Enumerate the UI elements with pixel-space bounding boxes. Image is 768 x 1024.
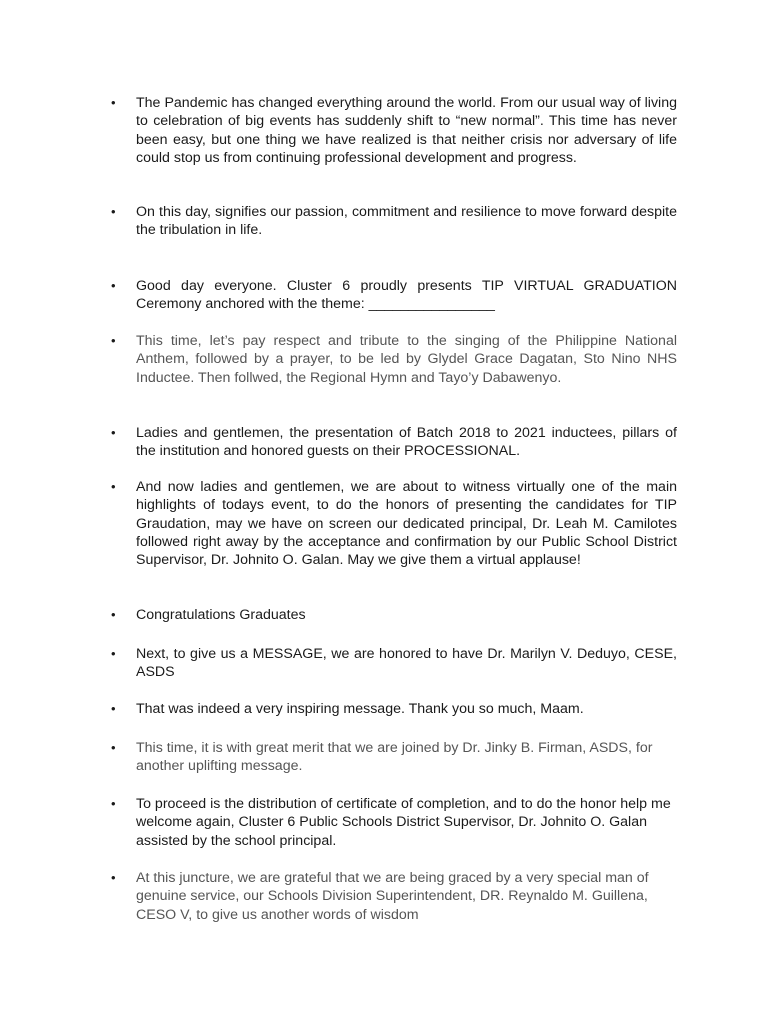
bullet-icon: •	[111, 796, 116, 811]
bullet-icon: •	[111, 425, 116, 440]
paragraph-text: Next, to give us a MESSAGE, we are honored to have Dr. Marilyn V. Deduyo, CESE, ASDS	[136, 646, 677, 681]
list-item	[111, 332, 677, 387]
bullet-icon: •	[111, 740, 116, 755]
bullet-icon: •	[111, 607, 116, 622]
bullet-icon: •	[111, 479, 116, 494]
paragraph-text: That was indeed a very inspiring message. Thank you so much, Maam.	[136, 701, 584, 717]
bullet-icon: •	[111, 204, 116, 219]
bullet-icon: •	[111, 701, 116, 716]
list-item	[111, 795, 677, 850]
bullet-icon: •	[111, 278, 116, 293]
bullet-icon: •	[111, 333, 116, 348]
list-item	[111, 645, 677, 682]
paragraph-text: Ladies and gentlemen, the presentation of Batch 2018 to 2021 inductees, pillars of the institution and honored guests on their PROCESSIONAL.	[136, 425, 677, 460]
bullet-icon: •	[111, 95, 116, 110]
list-item	[111, 203, 677, 240]
list-item	[111, 424, 677, 461]
bullet-icon: •	[111, 870, 116, 885]
paragraph-text: On this day, signifies our passion, commitment and resilience to move forward despite the tribulation in life.	[136, 204, 677, 239]
paragraph-text: This time, it is with great merit that we are joined by Dr. Jinky B. Firman, ASDS, for another uplifting message.	[136, 740, 653, 775]
paragraph-text: This time, let’s pay respect and tribute to the singing of the Philippine National Anthem, followed by a prayer, to be led by Glydel Grace Dagatan, Sto Nino NHS Inductee. Then follwed, the Regional Hymn and Tayo’y Dabawenyo.	[136, 333, 677, 386]
list-item	[111, 94, 677, 167]
paragraph-text: Good day everyone. Cluster 6 proudly presents TIP VIRTUAL GRADUATION Ceremony anchored with the theme: ________________	[136, 278, 677, 313]
list-item	[111, 478, 677, 569]
list-item	[111, 606, 677, 624]
bullet-icon: •	[111, 646, 116, 661]
list-item	[111, 869, 677, 924]
paragraph-text: To proceed is the distribution of certificate of completion, and to do the honor help me welcome again, Cluster 6 Public Schools District Supervisor, Dr. Johnito O. Galan assisted by the school principal.	[136, 796, 671, 849]
list-item	[111, 700, 677, 718]
paragraph-text: Congratulations Graduates	[136, 607, 306, 623]
paragraph-text: At this juncture, we are grateful that we are being graced by a very special man of genuine service, our Schools Division Superintendent, DR. Reynaldo M. Guillena, CESO V, to give us another words of wisdom	[136, 870, 649, 923]
list-item	[111, 277, 677, 314]
list-item	[111, 739, 677, 776]
paragraph-text: And now ladies and gentlemen, we are about to witness virtually one of the main highlights of todays event, to do the honors of presenting the candidates for TIP Graudation, may we have on screen our dedicated principal, Dr. Leah M. Camilotes followed right away by the acceptance and confirmation by our Public School District Supervisor, Dr. Johnito O. Galan. May we give them a virtual applause!	[136, 479, 677, 569]
paragraph-text: The Pandemic has changed everything around the world. From our usual way of living to celebration of big events has suddenly shift to “new normal”. This time has never been easy, but one thing we have realized is that neither crisis nor adversary of life could stop us from continuing professional development and progress.	[136, 95, 677, 166]
